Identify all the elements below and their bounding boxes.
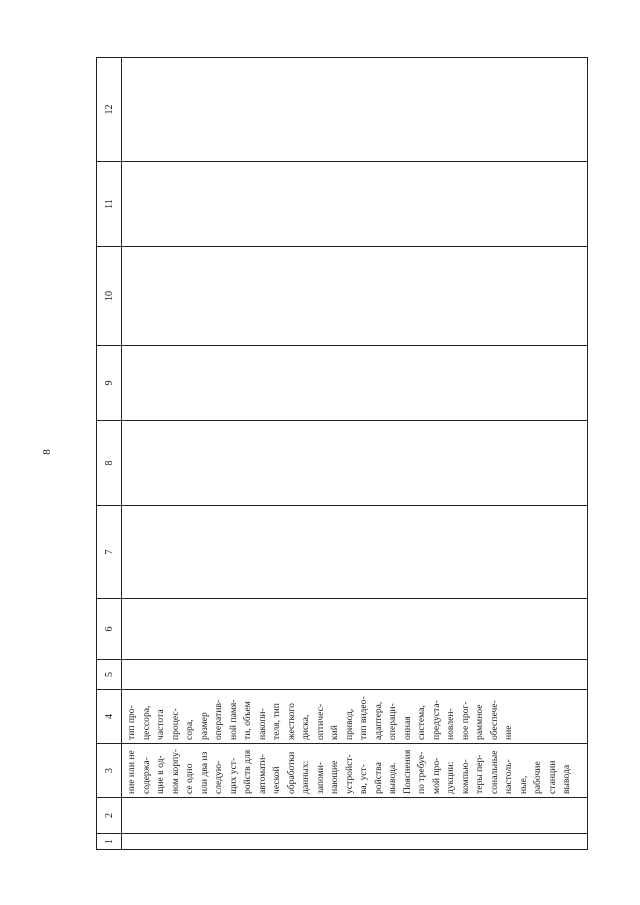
cell-line: рабочие: [532, 761, 543, 794]
cell-line: дукции:: [445, 761, 456, 794]
cell-line: теля, тип: [271, 703, 282, 740]
col-header-9: 9: [97, 346, 122, 421]
cell-line: кий: [329, 725, 340, 740]
cell-line: данных:: [300, 760, 311, 794]
cell-line: ное прог-: [459, 701, 471, 740]
cell-line: частота: [155, 709, 166, 740]
cell-line: щих уст-: [227, 757, 239, 794]
cell-line: автомати-: [256, 754, 268, 794]
col-header-2: 2: [97, 798, 122, 834]
cell-line: ные,: [517, 775, 529, 794]
cell-line: цессора,: [140, 705, 152, 740]
specification-table: [96, 57, 588, 850]
cell-line: или два из: [198, 751, 210, 794]
cell-line: теры пер-: [474, 754, 485, 794]
cell-line: станции: [546, 760, 558, 794]
rotated-table: [96, 58, 588, 850]
cell-line: ва, уст-: [358, 764, 369, 794]
cell-line: ном корпу-: [169, 748, 181, 794]
product-description: [122, 744, 575, 797]
cell-line: мой про-: [430, 757, 442, 794]
product-characteristics: [122, 690, 517, 743]
rotated-table-wrapper: [96, 58, 588, 850]
cell-col-3: [122, 744, 588, 798]
cell-col-8: [122, 421, 588, 506]
cell-line: содержа-: [140, 757, 152, 794]
cell-line: ной памя-: [227, 699, 239, 740]
cell-line: процес-: [169, 708, 181, 740]
col-header-5: 5: [97, 660, 122, 690]
col-header-4: 4: [97, 690, 122, 744]
cell-line: ческой: [271, 766, 282, 794]
col-header-7: 7: [97, 506, 122, 599]
cell-line: настоль-: [503, 759, 514, 794]
cell-line: щие в од-: [155, 755, 166, 794]
cell-line: тип про-: [126, 705, 137, 740]
cell-col-7: [122, 506, 588, 599]
cell-line: размер: [198, 712, 210, 740]
cell-col-6: [122, 599, 588, 660]
col-header-1: 1: [97, 834, 122, 850]
cell-line: система,: [416, 705, 427, 740]
cell-line: раммное: [474, 704, 485, 740]
cell-col-11: [122, 162, 588, 247]
col-header-10: 10: [97, 247, 122, 346]
cell-line: ние: [503, 725, 514, 740]
cell-line: запоми-: [314, 761, 326, 794]
cell-line: обработки: [285, 751, 297, 794]
cell-line: по требуе-: [416, 751, 427, 794]
cell-line: компью-: [459, 759, 471, 794]
cell-line: жесткого: [285, 703, 297, 740]
cell-line: привод,: [343, 708, 355, 740]
page-number: 8: [40, 449, 53, 455]
cell-line: ние или не: [126, 750, 137, 794]
cell-line: устройст-: [343, 754, 355, 794]
cell-line: обеспече-: [488, 700, 500, 740]
col-header-3: 3: [97, 744, 122, 798]
header-row: [97, 58, 122, 850]
cell-line: диска,: [300, 714, 311, 740]
cell-line: адаптера,: [372, 701, 384, 740]
cell-line: оптичес-: [314, 703, 326, 740]
cell-line: тип видео-: [358, 696, 369, 740]
cell-line: онная: [401, 716, 413, 740]
col-header-8: 8: [97, 421, 122, 506]
cell-line: Пояснения: [401, 749, 413, 794]
cell-line: ройства: [372, 762, 384, 794]
cell-col-5: [122, 660, 588, 690]
cell-col-10: [122, 247, 588, 346]
cell-line: новлен-: [445, 708, 456, 740]
cell-col-2: [122, 798, 588, 834]
cell-line: предуста-: [430, 700, 442, 740]
cell-line: вывода.: [387, 762, 398, 794]
cell-line: сональные: [488, 750, 500, 794]
cell-line: оператив-: [213, 699, 224, 740]
cell-line: ройств для: [242, 749, 253, 794]
col-header-12: 12: [97, 58, 122, 162]
cell-line: операци-: [387, 703, 398, 740]
cell-line: се одно: [184, 763, 195, 794]
cell-col-12: [122, 58, 588, 162]
cell-line: вывода: [561, 764, 572, 794]
cell-col-9: [122, 346, 588, 421]
cell-col-4: [122, 690, 588, 744]
cell-line: ти, объем: [242, 701, 253, 740]
col-header-11: 11: [97, 162, 122, 247]
cell-line: следую-: [213, 760, 224, 794]
table-row: [122, 58, 588, 850]
cell-line: нающие: [329, 760, 340, 794]
cell-line: накопи-: [256, 708, 268, 740]
cell-col-1: [122, 834, 588, 850]
col-header-6: 6: [97, 599, 122, 660]
cell-line: сора,: [184, 719, 195, 740]
